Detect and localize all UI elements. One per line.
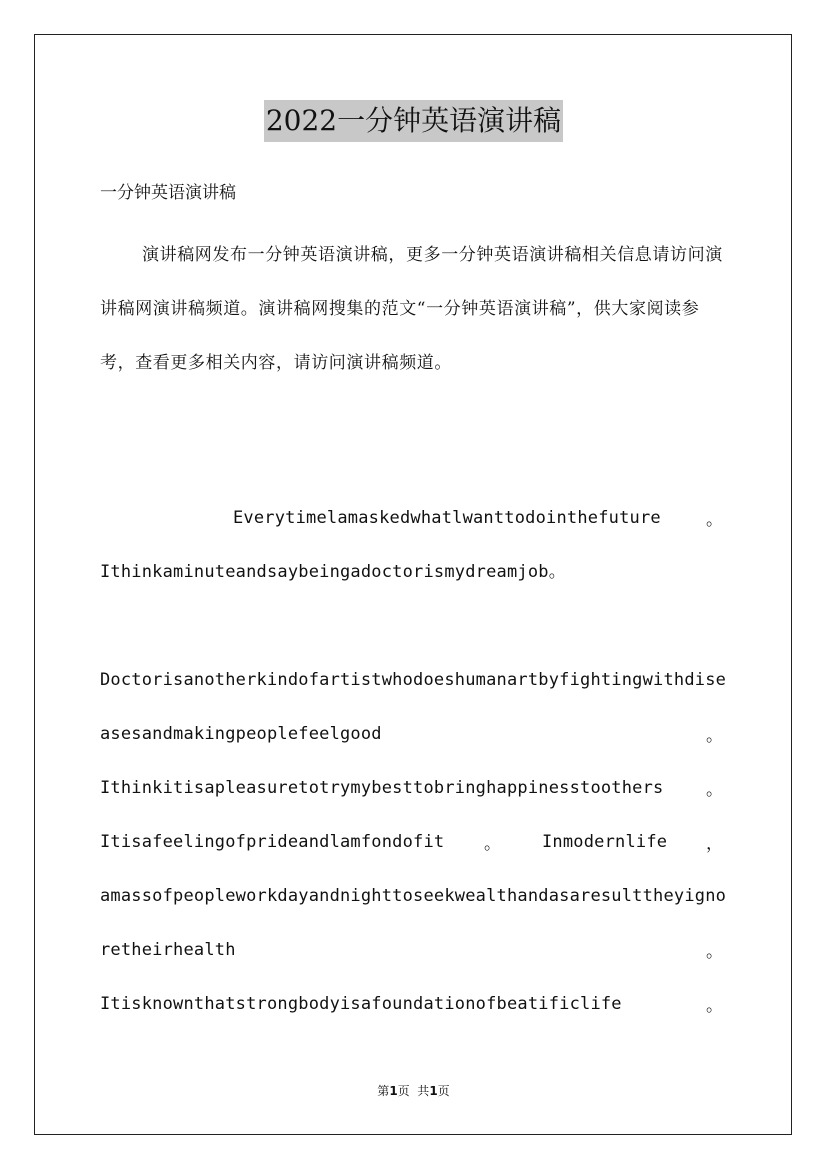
body-line-9: Itisknownthatstrongbodyisafoundationofbeatificlife bbox=[100, 994, 622, 1014]
footer-page-suffix: 页 bbox=[437, 1084, 450, 1098]
footer-page-mid: 页 共 bbox=[397, 1084, 430, 1098]
body-line-1-period: 。 bbox=[706, 510, 723, 530]
footer-page-prefix: 第 bbox=[377, 1084, 390, 1098]
body-line-6-period: 。 bbox=[484, 834, 501, 854]
body-line-5: Ithinkitisapleasuretotrymybesttobringhappinesstoothers bbox=[100, 778, 664, 798]
body-line-8: retheirhealth bbox=[100, 940, 236, 960]
page-footer bbox=[0, 1082, 827, 1100]
body-line-2: Ithinkaminuteandsaybeingadoctorismydreamjob。 bbox=[100, 562, 566, 582]
footer-total-pages: 1 bbox=[429, 1084, 438, 1098]
document-title: 2022一分钟英语演讲稿 bbox=[264, 100, 563, 142]
body-line-9-period: 。 bbox=[706, 996, 723, 1016]
body-line-3: Doctorisanotherkindofartistwhodoeshumanartbyfightingwithdise bbox=[100, 670, 727, 690]
body-line-7: amassofpeopleworkdayandnighttoseekwealthandasaresulttheyigno bbox=[100, 886, 727, 906]
title-container bbox=[0, 100, 827, 142]
body-line-4: asesandmakingpeoplefeelgood bbox=[100, 724, 382, 744]
document-subtitle: 一分钟英语演讲稿 bbox=[100, 183, 236, 203]
body-line-5-period: 。 bbox=[706, 780, 723, 800]
body-line-4-period: 。 bbox=[706, 726, 723, 746]
intro-paragraph: 演讲稿网发布一分钟英语演讲稿，更多一分钟英语演讲稿相关信息请访问演讲稿网演讲稿频道。演讲稿网搜集的范文“一分钟英语演讲稿”，供大家阅读参考，查看更多相关内容，请访问演讲稿频道。 bbox=[100, 245, 723, 373]
body-line-6-comma: ， bbox=[706, 834, 723, 854]
body-line-8-period: 。 bbox=[706, 942, 723, 962]
footer-page-number: 1 bbox=[389, 1084, 398, 1098]
body-line-1: Everytimelamaskedwhatlwanttodointhefuture bbox=[233, 508, 661, 528]
body-line-6: Itisafeelingofprideandlamfondofit bbox=[100, 832, 445, 852]
body-line-6b: Inmodernlife bbox=[542, 832, 668, 852]
